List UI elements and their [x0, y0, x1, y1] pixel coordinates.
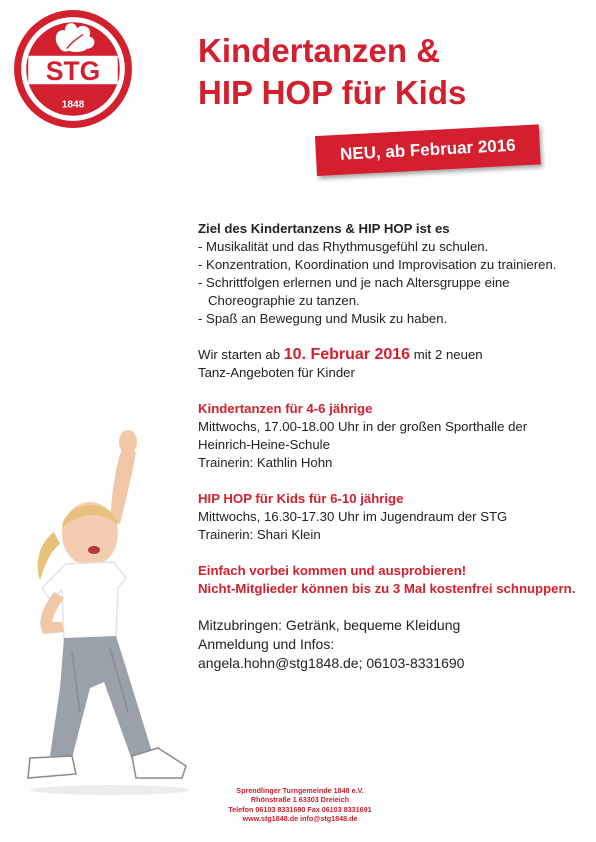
intro-heading: Ziel des Kindertanzens & HIP HOP ist es [198, 221, 450, 236]
dancing-girl-image [10, 412, 210, 800]
start-date: 10. Februar 2016 [283, 346, 411, 363]
stg-logo [12, 8, 134, 130]
info-contact: angela.hohn@stg1848.de; 06103-8331690 [198, 655, 465, 671]
main-content [198, 220, 582, 673]
start-suffix: mit 2 neuen [410, 347, 483, 362]
footer-org: Sprendlinger Turngemeinde 1848 e.V. [236, 786, 364, 795]
footer-phone: Telefon 06103 8331690 Fax 06103 8331691 [228, 804, 372, 814]
title-line-2: HIP HOP für Kids [198, 74, 467, 111]
footer-address: Rhönstraße 1 63303 Dreieich [250, 795, 350, 805]
list-item: - Konzentration, Koordination und Improvisation zu trainieren. [198, 257, 557, 272]
new-banner [315, 124, 549, 182]
list-item: - Schrittfolgen erlernen und je nach Altersgruppe eine Choreographie zu tanzen. [198, 275, 510, 308]
title-line-1: Kindertanzen & [198, 32, 441, 69]
course2-trainer: Trainerin: Shari Klein [198, 527, 321, 542]
callout-line-1: Einfach vorbei kommen und ausprobieren! [198, 563, 467, 578]
page-title [198, 30, 588, 114]
footer [200, 786, 400, 823]
banner-text: NEU, ab Februar 2016 [315, 124, 541, 176]
logo-text: STG [45, 56, 101, 87]
goals-list [198, 238, 582, 328]
course1-trainer: Trainerin: Kathlin Hohn [198, 455, 333, 470]
logo-year: 1848 [61, 99, 85, 111]
list-item: - Spaß an Bewegung und Musik zu haben. [198, 311, 448, 326]
callout-line-2: Nicht-Mitglieder können bis zu 3 Mal kostenfrei schnuppern. [198, 581, 576, 596]
course2-title: HIP HOP für Kids für 6-10 jährige [198, 491, 404, 506]
footer-web[interactable]: www.stg1848.de info@stg1848.de [242, 813, 358, 823]
course2-schedule: Mittwochs, 16.30-17.30 Uhr im Jugendraum der STG [198, 509, 508, 524]
course1-title: Kindertanzen für 4-6 jährige [198, 401, 373, 416]
course1-schedule: Mittwochs, 17.00-18.00 Uhr in der großen Sporthalle der Heinrich-Heine-Schule [198, 419, 528, 452]
list-item: - Musikalität und das Rhythmusgefühl zu schulen. [198, 239, 489, 254]
start-prefix: Wir starten ab [198, 347, 284, 362]
start-text [198, 346, 582, 364]
start-line-2: Tanz-Angeboten für Kinder [198, 365, 355, 380]
info-bring: Mitzubringen: Getränk, bequeme Kleidung [198, 617, 461, 633]
info-signup: Anmeldung und Infos: [198, 636, 335, 652]
